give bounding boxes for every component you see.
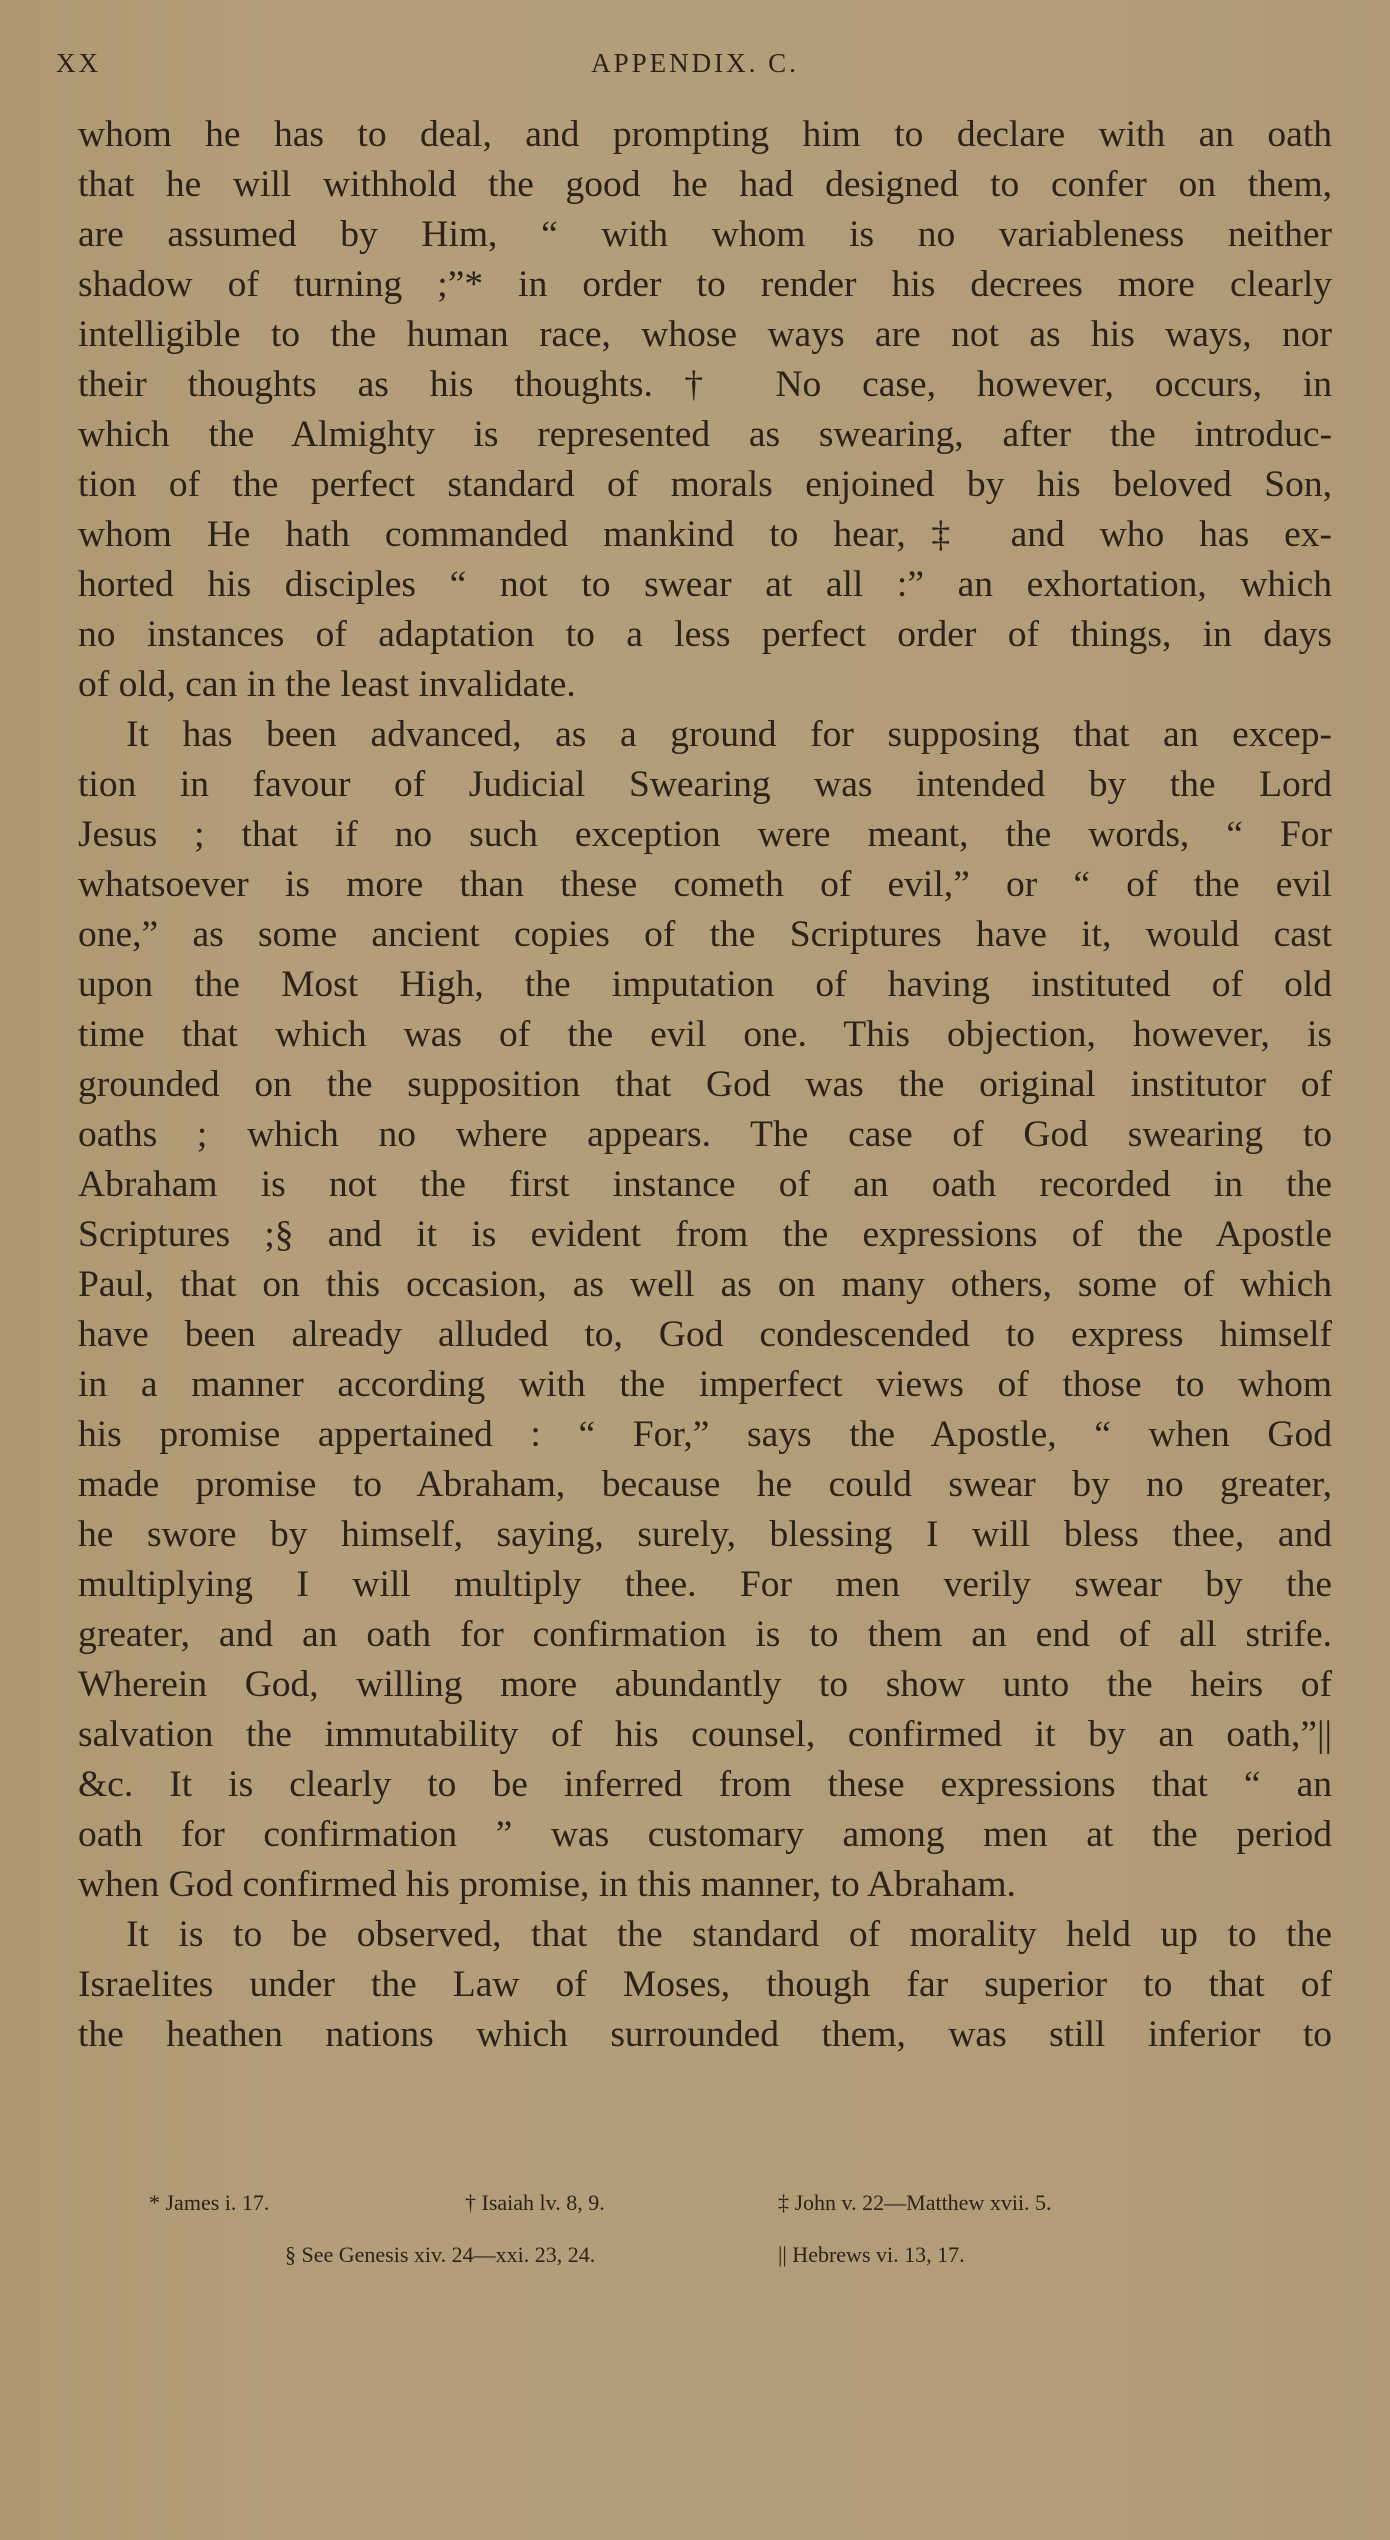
- text-line: time that which was of the evil one. This objection, however, is: [78, 1014, 1332, 1055]
- text-line: grounded on the supposition that God was the original institutor of: [78, 1064, 1332, 1105]
- footnote: † Isaiah lv. 8, 9.: [465, 2190, 605, 2215]
- paragraph: [78, 1910, 1332, 2060]
- footnote: * James i. 17.: [149, 2190, 270, 2215]
- text-line: that he will withhold the good he had designed to confer on them,: [78, 164, 1332, 205]
- text-line: multiplying I will multiply thee. For men verily swear by the: [78, 1564, 1332, 1605]
- text-line: It is to be observed, that the standard of morality held up to the: [126, 1914, 1332, 1955]
- text-line: in a manner according with the imperfect views of those to whom: [78, 1364, 1332, 1405]
- text-line: horted his disciples “ not to swear at all :” an exhortation, which: [78, 564, 1332, 605]
- text-line: It has been advanced, as a ground for supposing that an excep-: [126, 714, 1332, 755]
- text-line: the heathen nations which surrounded them, was still inferior to: [78, 2014, 1332, 2055]
- text-line: which the Almighty is represented as swearing, after the introduc-: [78, 414, 1332, 455]
- footnote: ‡ John v. 22—Matthew xvii. 5.: [778, 2190, 1052, 2215]
- page-number: XX: [56, 48, 101, 78]
- running-title: APPENDIX. C.: [591, 48, 799, 78]
- text-line: made promise to Abraham, because he could swear by no greater,: [78, 1464, 1332, 1505]
- text-line: one,” as some ancient copies of the Scriptures have it, would cast: [78, 914, 1332, 955]
- text-line: Abraham is not the first instance of an oath recorded in the: [78, 1164, 1332, 1205]
- text-line: oaths ; which no where appears. The case of God swearing to: [78, 1114, 1332, 1155]
- text-line: whom he has to deal, and prompting him to declare with an oath: [78, 114, 1332, 155]
- text-line: Israelites under the Law of Moses, though far superior to that of: [78, 1964, 1332, 2005]
- text-line: tion in favour of Judicial Swearing was intended by the Lord: [78, 764, 1332, 805]
- paragraph: [78, 710, 1332, 1910]
- text-line: &c. It is clearly to be inferred from these expressions that “ an: [78, 1764, 1332, 1805]
- text-line: upon the Most High, the imputation of having instituted of old: [78, 964, 1332, 1005]
- body-text: [78, 110, 1332, 2060]
- text-line: no instances of adaptation to a less perfect order of things, in days: [78, 614, 1332, 655]
- text-line: intelligible to the human race, whose ways are not as his ways, nor: [78, 314, 1332, 355]
- text-line: are assumed by Him, “ with whom is no variableness neither: [78, 214, 1332, 255]
- paragraph: [78, 110, 1332, 710]
- text-line: his promise appertained : “ For,” says the Apostle, “ when God: [78, 1414, 1332, 1455]
- text-line: Scriptures ;§ and it is evident from the expressions of the Apostle: [78, 1214, 1332, 1255]
- text-line: whatsoever is more than these cometh of evil,” or “ of the evil: [78, 864, 1332, 905]
- text-line: oath for confirmation ” was customary among men at the period: [78, 1814, 1332, 1855]
- text-line: their thoughts as his thoughts.† No case, however, occurs, in: [78, 364, 1332, 405]
- footnote: § See Genesis xiv. 24—xxi. 23, 24.: [285, 2242, 596, 2267]
- text-line: shadow of turning ;”* in order to render his decrees more clearly: [78, 264, 1332, 305]
- text-line: tion of the perfect standard of morals enjoined by his beloved Son,: [78, 464, 1332, 505]
- text-line: greater, and an oath for confirmation is to them an end of all strife.: [78, 1614, 1332, 1655]
- text-line: he swore by himself, saying, surely, blessing I will bless thee, and: [78, 1514, 1332, 1555]
- text-line: Paul, that on this occasion, as well as on many others, some of which: [78, 1264, 1332, 1305]
- text-line: when God confirmed his promise, in this manner, to Abraham.: [78, 1864, 1016, 1905]
- text-line: Wherein God, willing more abundantly to show unto the heirs of: [78, 1664, 1332, 1705]
- text-line: Jesus ; that if no such exception were meant, the words, “ For: [78, 814, 1332, 855]
- footnote: || Hebrews vi. 13, 17.: [778, 2242, 965, 2267]
- text-line: whom He hath commanded mankind to hear,‡ and who has ex-: [78, 514, 1332, 555]
- text-line: have been already alluded to, God condescended to express himself: [78, 1314, 1332, 1355]
- text-line: of old, can in the least invalidate.: [78, 664, 576, 705]
- text-line: salvation the immutability of his counsel, confirmed it by an oath,”||: [78, 1714, 1332, 1755]
